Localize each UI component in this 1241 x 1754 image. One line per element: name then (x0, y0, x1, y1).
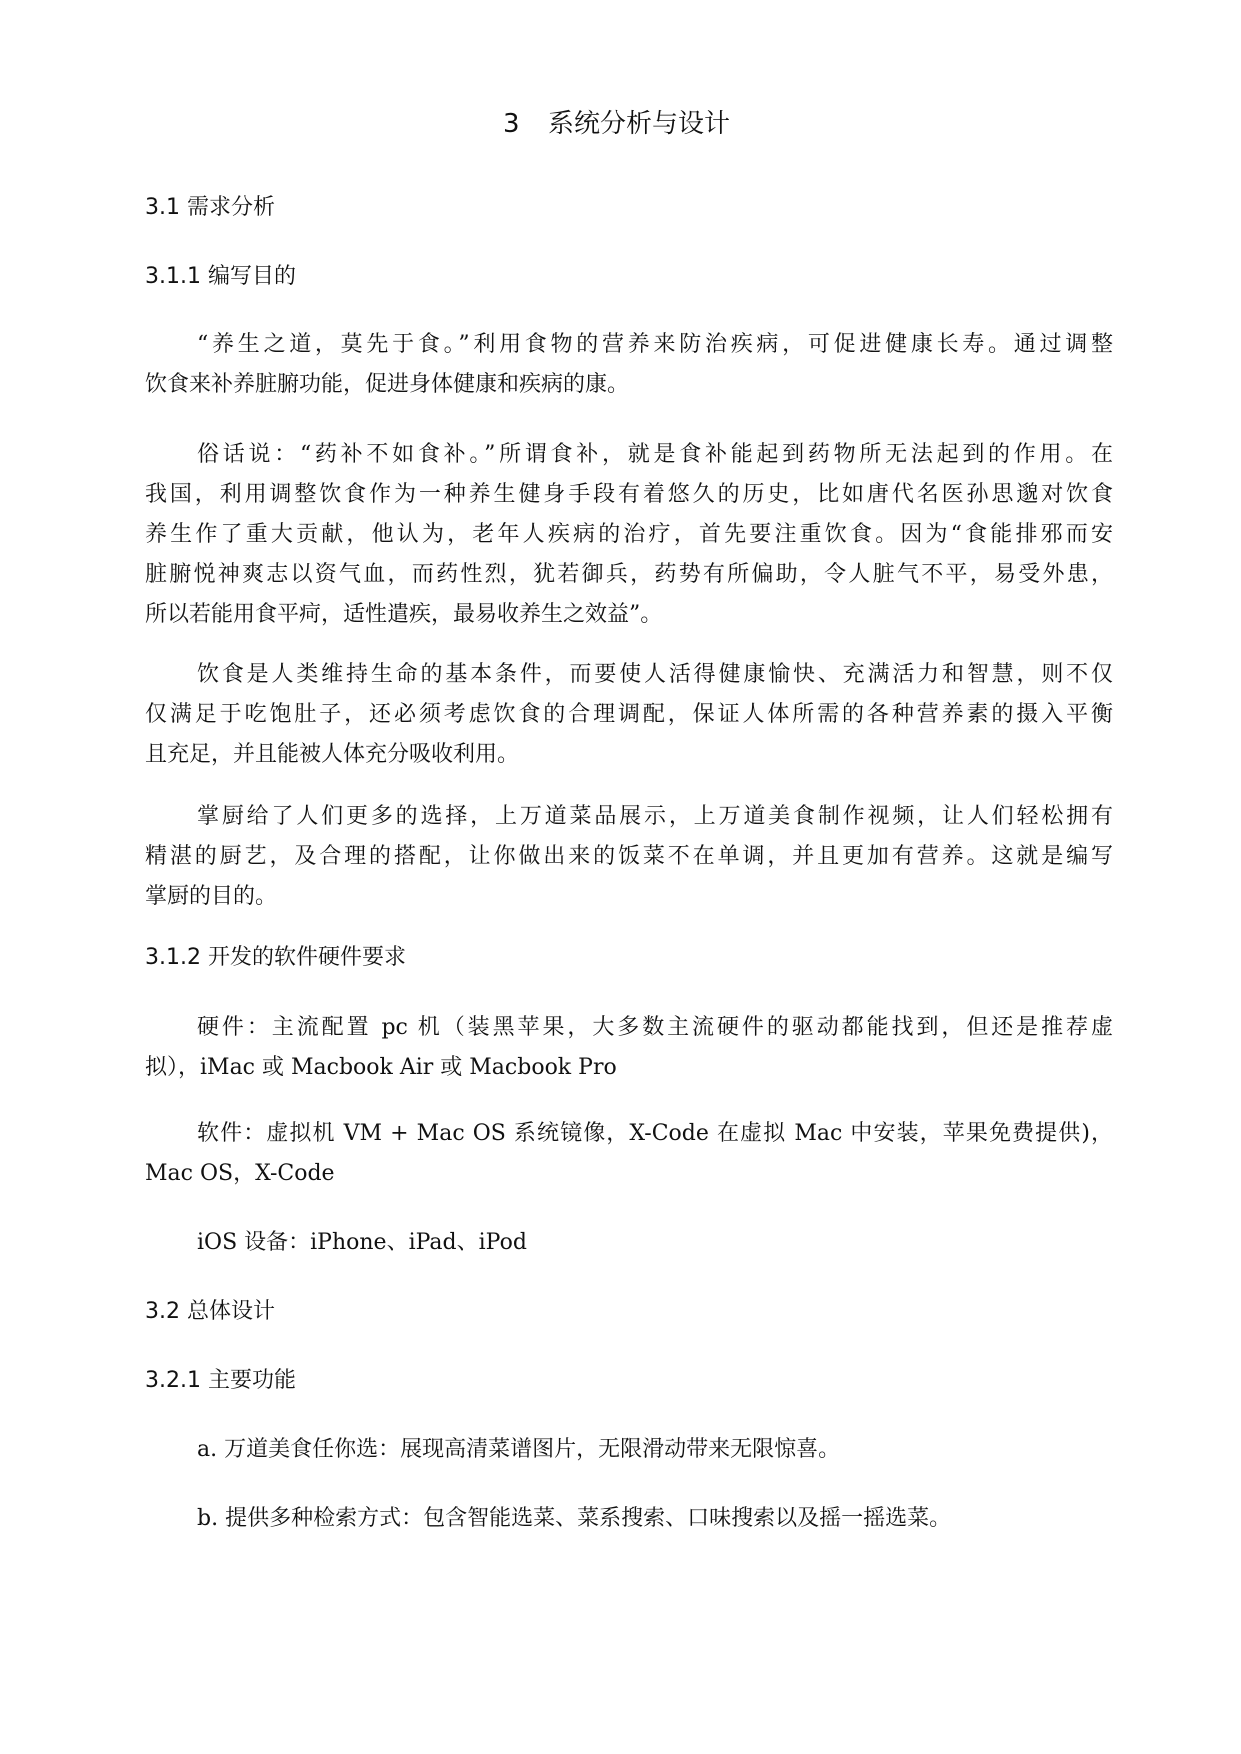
hardware-line: 硬件：主流配置 pc 机（装黑苹果，大多数主流硬件的驱动都能找到，但还是推荐虚 (197, 1015, 1113, 1040)
chapter-number: 3 (503, 109, 520, 139)
paragraph-line: 饮食是人类维持生命的基本条件，而要使人活得健康愉快、充满活力和智慧，则不仅 (197, 662, 1113, 687)
software-line: Mac OS，X-Code (145, 1161, 335, 1186)
paragraph-line: 仅满足于吃饱肚子，还必须考虑饮食的合理调配，保证人体所需的各种营养素的摄入平衡 (145, 702, 1113, 727)
software-line: 软件：虚拟机 VM + Mac OS 系统镜像，X-Code 在虚拟 Mac 中安装，苹果免费提供)， (197, 1121, 1113, 1146)
paragraph-line: 饮食来补养脏腑功能，促进身体健康和疾病的康。 (145, 372, 630, 397)
paragraph-line: 所以若能用食平疴，适性遣疾，最易收养生之效益”。 (145, 602, 663, 627)
paragraph-line: 养生作了重大贡献，他认为，老年人疾病的治疗，首先要注重饮食。因为“食能排邪而安 (145, 522, 1113, 547)
section-heading-3-1-2: 3.1.2 开发的软件硬件要求 (145, 945, 406, 970)
paragraph-line: 精湛的厨艺，及合理的搭配，让你做出来的饭菜不在单调，并且更加有营养。这就是编写 (145, 844, 1113, 869)
section-heading-3-1: 3.1 需求分析 (145, 195, 275, 220)
feature-item-b: b. 提供多种检索方式：包含智能选菜、菜系搜索、口味搜索以及摇一摇选菜。 (197, 1506, 952, 1531)
paragraph-line: 俗话说：“药补不如食补。”所谓食补，就是食补能起到药物所无法起到的作用。在 (197, 442, 1113, 467)
feature-item-a: a. 万道美食任你选：展现高清菜谱图片，无限滑动带来无限惊喜。 (197, 1437, 841, 1462)
ios-devices-line: iOS 设备：iPhone、iPad、iPod (197, 1230, 527, 1255)
paragraph-line: 掌厨给了人们更多的选择，上万道菜品展示，上万道美食制作视频，让人们轻松拥有 (197, 804, 1113, 829)
hardware-line: 拟），iMac 或 Macbook Air 或 Macbook Pro (145, 1055, 617, 1080)
paragraph-line: 掌厨的目的。 (145, 884, 278, 909)
section-heading-3-2: 3.2 总体设计 (145, 1299, 275, 1324)
paragraph-line: 且充足，并且能被人体充分吸收利用。 (145, 742, 520, 767)
section-heading-3-2-1: 3.2.1 主要功能 (145, 1368, 296, 1393)
section-heading-3-1-1: 3.1.1 编写目的 (145, 264, 296, 289)
chapter-title: 系统分析与设计 (548, 109, 731, 139)
paragraph-line: “养生之道，莫先于食。”利用食物的营养来防治疾病，可促进健康长寿。通过调整 (197, 332, 1113, 357)
paragraph-line: 脏腑悦神爽志以资气血，而药性烈，犹若御兵，药势有所偏助，令人脏气不平，易受外患， (145, 562, 1113, 587)
paragraph-line: 我国，利用调整饮食作为一种养生健身手段有着悠久的历史，比如唐代名医孙思邈对饮食 (145, 482, 1113, 507)
